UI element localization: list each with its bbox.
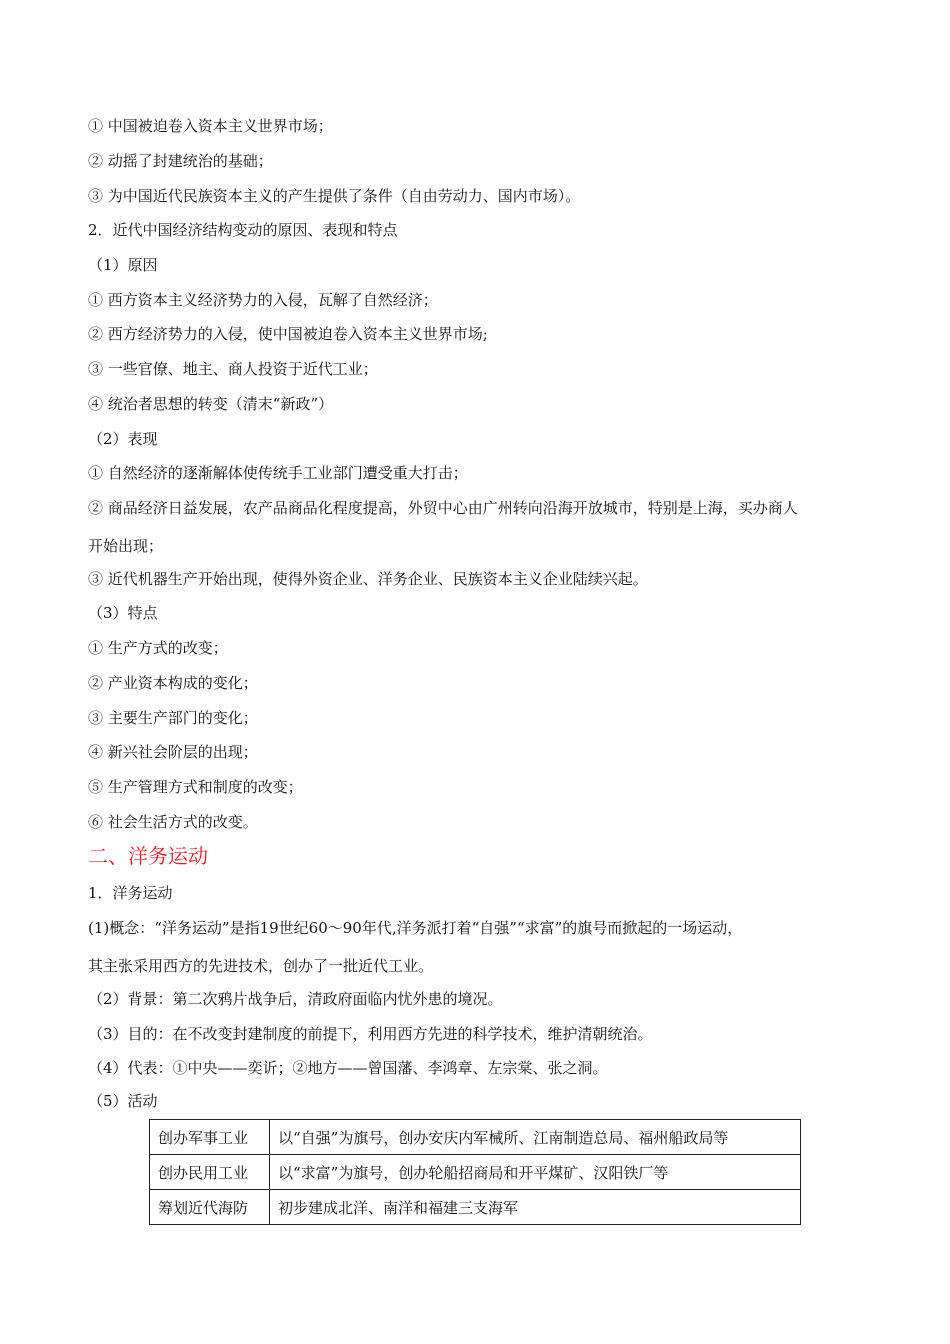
list-item-continued: 开始出现； [88, 537, 164, 555]
table-cell-category: 创办民用工业 [150, 1155, 270, 1190]
list-item: ① 中国被迫卷入资本主义世界市场； [88, 117, 333, 135]
list-item: ③ 主要生产部门的变化； [88, 709, 258, 727]
paragraph-line: （2）背景：第二次鸦片战争后，清政府面临内忧外患的境况。 [88, 990, 503, 1008]
list-item: ② 产业资本构成的变化； [88, 674, 258, 692]
list-item: ① 自然经济的逐渐解体使传统手工业部门遭受重大打击； [88, 464, 468, 482]
list-item: ③ 近代机器生产开始出现，使得外资企业、洋务企业、民族资本主义企业陆续兴起。 [88, 570, 648, 588]
table-cell-detail: 以“求富”为旗号，创办轮船招商局和开平煤矿、汉阳铁厂等 [270, 1155, 801, 1190]
subheading: （1）原因 [88, 256, 158, 274]
list-item: ③ 为中国近代民族资本主义的产生提供了条件（自由劳动力、国内市场）。 [88, 187, 581, 205]
list-item: ② 商品经济日益发展，农产品商品化程度提高，外贸中心由广州转向沿海开放城市，特别是上海，买办商人 [88, 499, 798, 517]
list-item: ① 生产方式的改变； [88, 639, 228, 657]
list-item: ② 动摇了封建统治的基础； [88, 152, 273, 170]
list-item: ④ 新兴社会阶层的出现； [88, 743, 258, 761]
paragraph-line: （4）代表：①中央——奕䜣；②地方——曾国藩、李鸿章、左宗棠、张之洞。 [88, 1059, 608, 1077]
list-item: ⑥ 社会生活方式的改变。 [88, 813, 258, 831]
paragraph-line: （3）目的：在不改变封建制度的前提下，利用西方先进的科学技术，维护清朝统治。 [88, 1025, 653, 1043]
activities-table [149, 1119, 801, 1225]
subsection-title: 1．洋务运动 [88, 884, 173, 902]
subsection-title: 2．近代中国经济结构变动的原因、表现和特点 [88, 221, 398, 239]
list-item: ① 西方资本主义经济势力的入侵，瓦解了自然经济； [88, 291, 438, 309]
list-item: ② 西方经济势力的入侵，使中国被迫卷入资本主义世界市场; [88, 325, 488, 343]
subheading: （5）活动 [88, 1092, 158, 1110]
table-cell-category: 创办军事工业 [150, 1120, 270, 1155]
subheading: （2）表现 [88, 430, 158, 448]
table-cell-detail: 以“自强”为旗号，创办安庆内军械所、江南制造总局、福州船政局等 [270, 1120, 801, 1155]
paragraph-line: 其主张采用西方的先进技术，创办了一批近代工业。 [88, 957, 434, 975]
list-item: ③ 一些官僚、地主、商人投资于近代工业； [88, 360, 378, 378]
paragraph-line: (1)概念：“洋务运动”是指19世纪60～90年代,洋务派打着“自强”“求富”的旗号而掀起的一场运动， [88, 919, 743, 937]
section-heading: 二、洋务运动 [88, 844, 208, 868]
subheading: （3）特点 [88, 604, 158, 622]
table-cell-category: 筹划近代海防 [150, 1190, 270, 1225]
list-item: ④ 统治者思想的转变（清末“新政”） [88, 395, 334, 413]
table-cell-detail: 初步建成北洋、南洋和福建三支海军 [270, 1190, 801, 1225]
table-row [150, 1120, 801, 1155]
table-row [150, 1190, 801, 1225]
table-row [150, 1155, 801, 1190]
list-item: ⑤ 生产管理方式和制度的改变； [88, 778, 303, 796]
